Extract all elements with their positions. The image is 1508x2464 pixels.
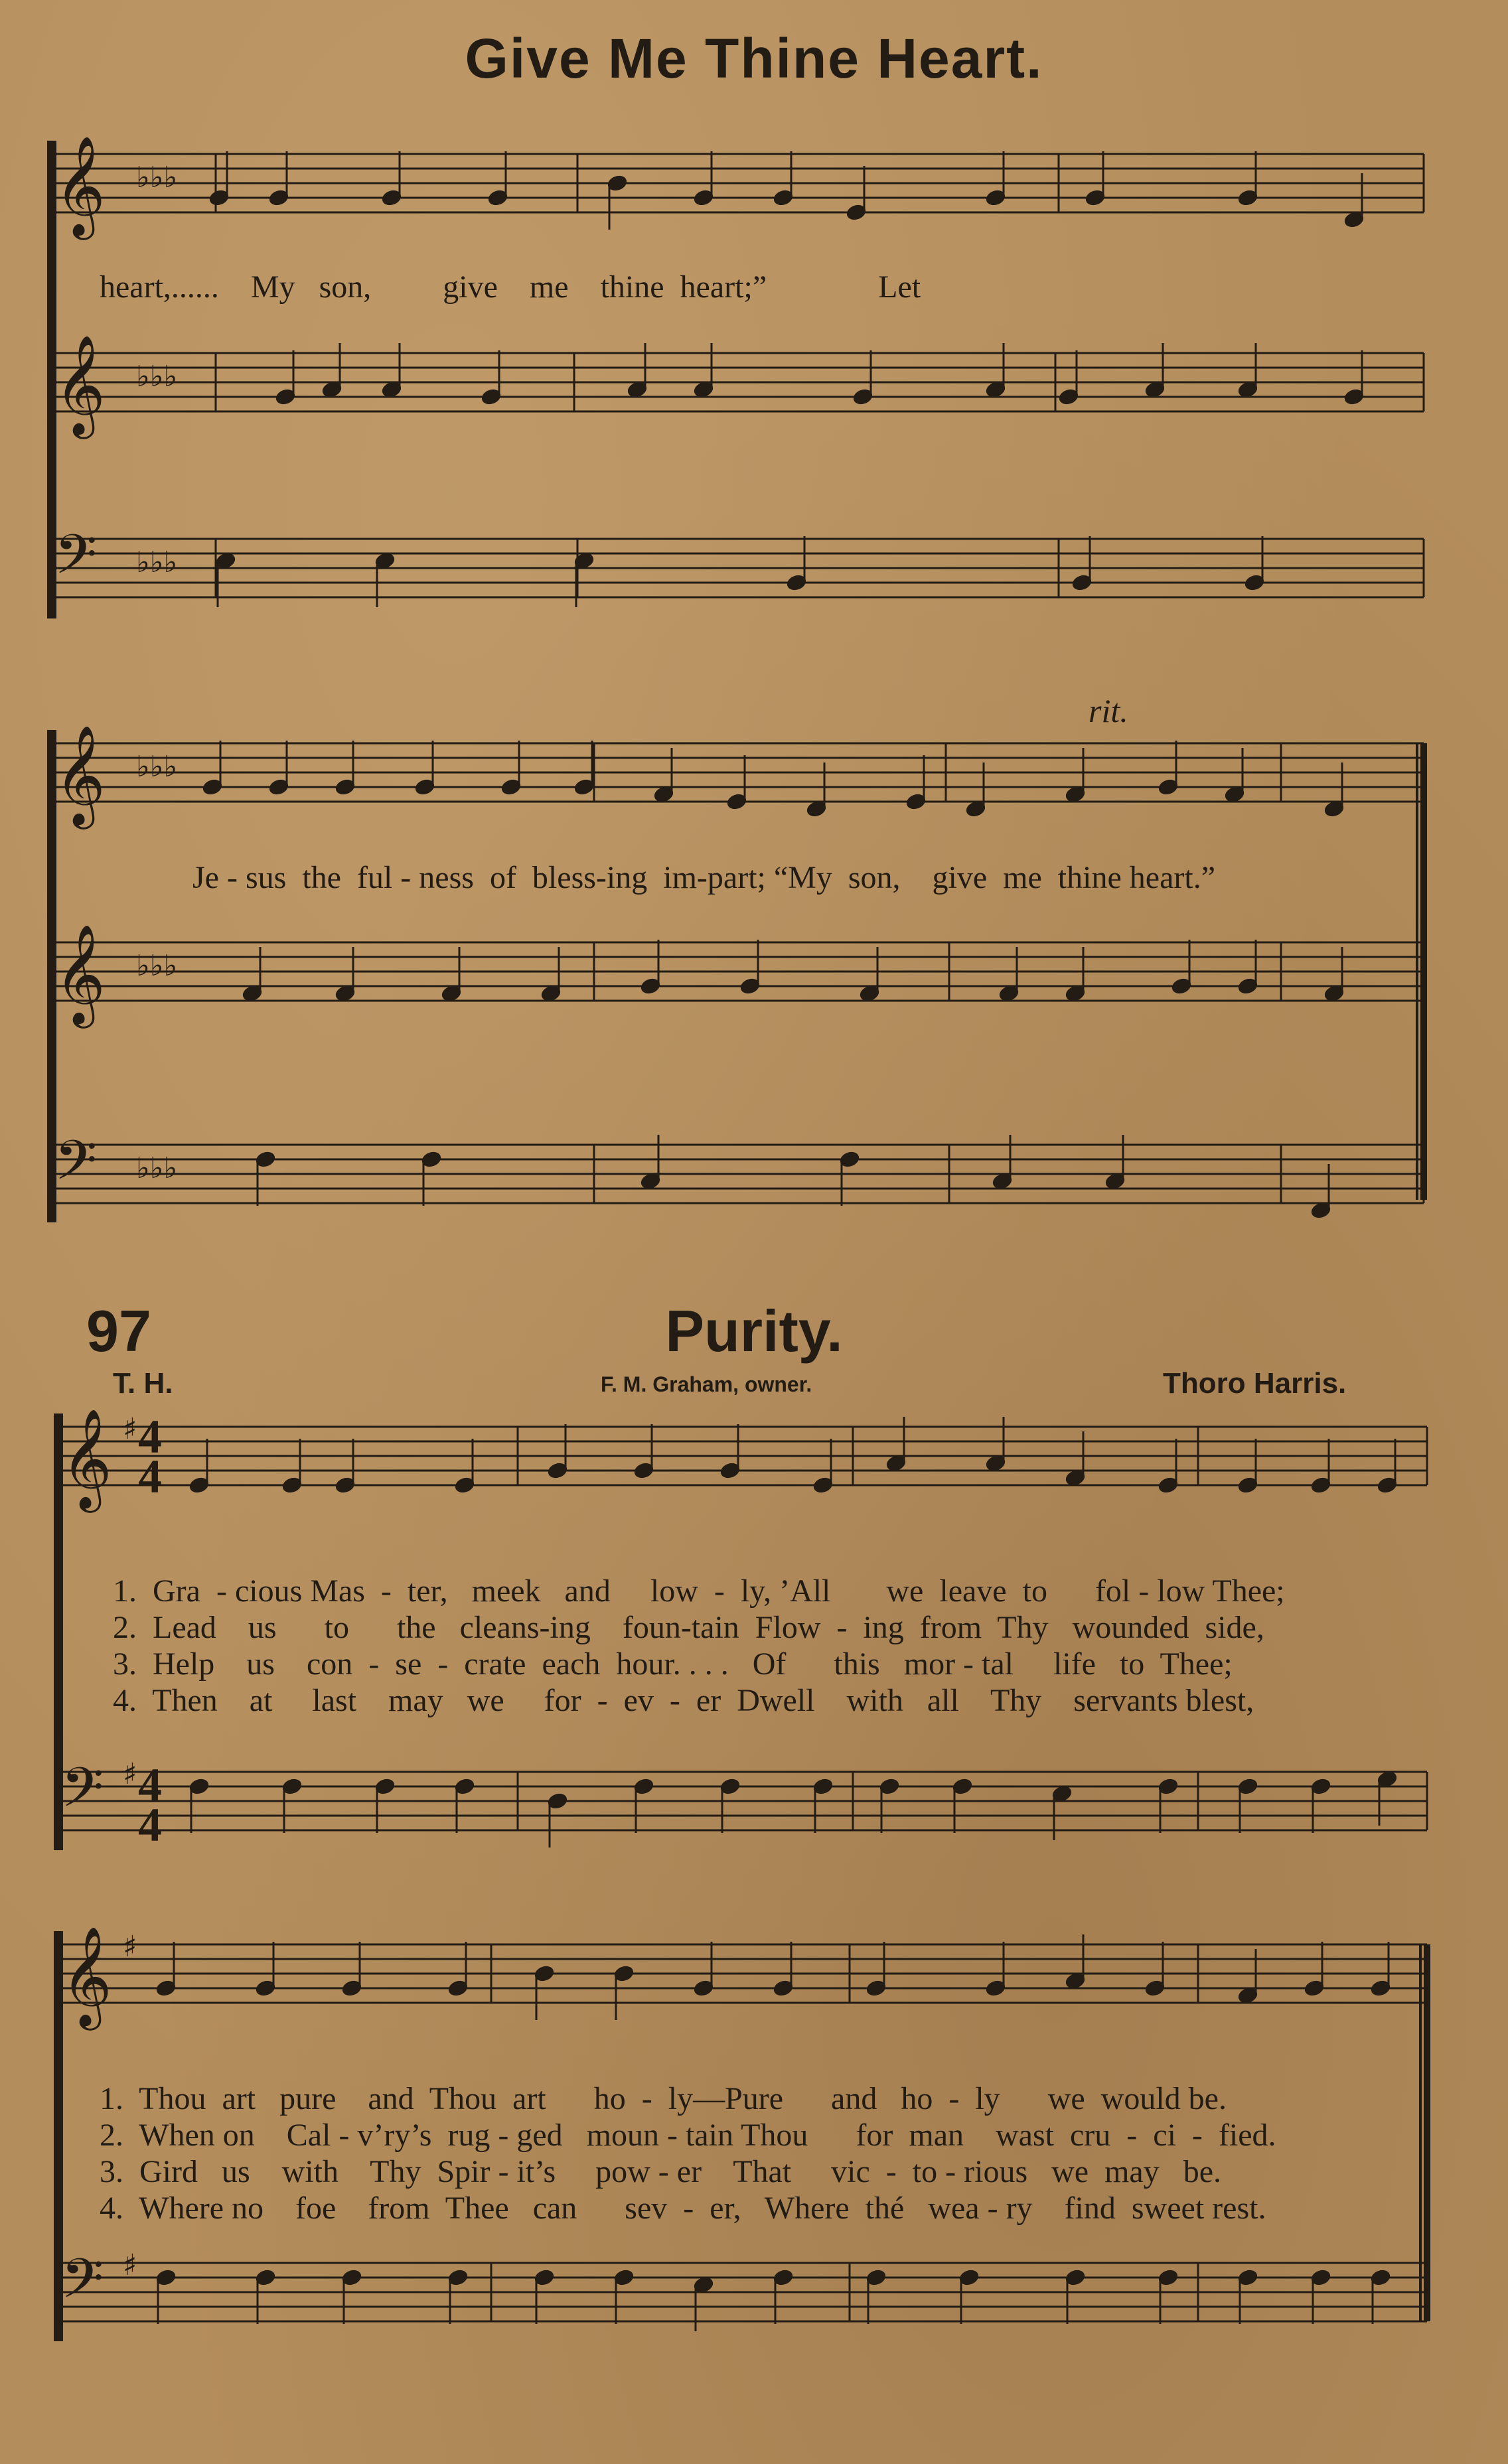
key-signature-flats: ♭♭♭ [136, 161, 178, 194]
key-signature-sharp: ♯ [123, 1757, 137, 1791]
time-signature-treble: 4 4 [138, 1410, 162, 1503]
lyric-line: heart,...... My son, give me thine heart;” Let [100, 269, 921, 305]
bass-clef-icon: 𝄢 [61, 2246, 104, 2324]
key-signature-sharp: ♯ [123, 2248, 137, 2282]
staff [60, 1772, 1427, 1830]
bass-clef-icon: 𝄢 [54, 1128, 98, 1206]
hymn-title: Purity. [665, 1298, 843, 1364]
key-signature-flats: ♭♭♭ [136, 1151, 178, 1185]
verse-line: 2. When on Cal - v’ry’s rug - ged moun - tain Thou for man wast cru - ci - fied. [100, 2118, 1276, 2153]
treble-clef-icon: 𝄞 [61, 1925, 112, 2026]
lyric-line: Je - sus the ful - ness of bless-ing im-part; “My son, give me thine heart.” [192, 860, 1216, 895]
verse-line: 2. Lead us to the cleans-ing foun-tain Flow - ing from Thy wounded side, [113, 1610, 1264, 1645]
key-signature-flats: ♭♭♭ [136, 750, 178, 784]
bass-clef-icon: 𝄢 [61, 1755, 104, 1833]
verse-line: 4. Then at last may we for - ev - er Dwell with all Thy servants blest, [113, 1683, 1254, 1718]
staff [53, 539, 1424, 597]
treble-clef-icon: 𝄞 [54, 334, 106, 435]
ritardando-mark: rit. [1089, 692, 1128, 729]
verse-line: 1. Thou art pure and Thou art ho - ly—Pure and ho - ly we would be. [100, 2081, 1227, 2116]
copyright-owner: F. M. Graham, owner. [601, 1372, 812, 1396]
verse-line: 3. Gird us with Thy Spir - it’s pow - er That vic - to - rious we may be. [100, 2154, 1222, 2189]
page-title: Give Me Thine Heart. [465, 27, 1043, 90]
composer-credit: Thoro Harris. [1163, 1367, 1347, 1400]
treble-clef-icon: 𝄞 [54, 923, 106, 1024]
hymn-number: 97 [86, 1298, 151, 1364]
key-signature-flats: ♭♭♭ [136, 360, 178, 394]
verse-line: 3. Help us con - se - crate each hour. . . . Of this mor - tal life to Thee; [113, 1646, 1233, 1682]
treble-clef-icon: 𝄞 [54, 724, 106, 825]
treble-clef-icon: 𝄞 [54, 135, 106, 236]
staff [53, 743, 1424, 802]
verse-line: 4. Where no foe from Thee can sev - er, Where thé wea - ry find sweet rest. [100, 2191, 1266, 2226]
key-signature-sharp: ♯ [123, 1412, 137, 1446]
treble-clef-icon: 𝄞 [61, 1408, 112, 1508]
key-signature-flats: ♭♭♭ [136, 949, 178, 983]
bass-clef-icon: 𝄢 [54, 522, 98, 600]
staff [53, 353, 1424, 411]
key-signature-sharp: ♯ [123, 1930, 137, 1964]
staff [53, 1145, 1424, 1203]
staff [53, 154, 1424, 212]
verse-line: 1. Gra - cious Mas - ter, meek and low - ly, ’All we leave to fol - low Thee; [113, 1573, 1285, 1609]
key-signature-flats: ♭♭♭ [136, 545, 178, 579]
lyricist-credit: T. H. [113, 1367, 173, 1400]
time-signature-bass: 4 4 [138, 1759, 162, 1851]
staff [60, 1427, 1427, 1485]
